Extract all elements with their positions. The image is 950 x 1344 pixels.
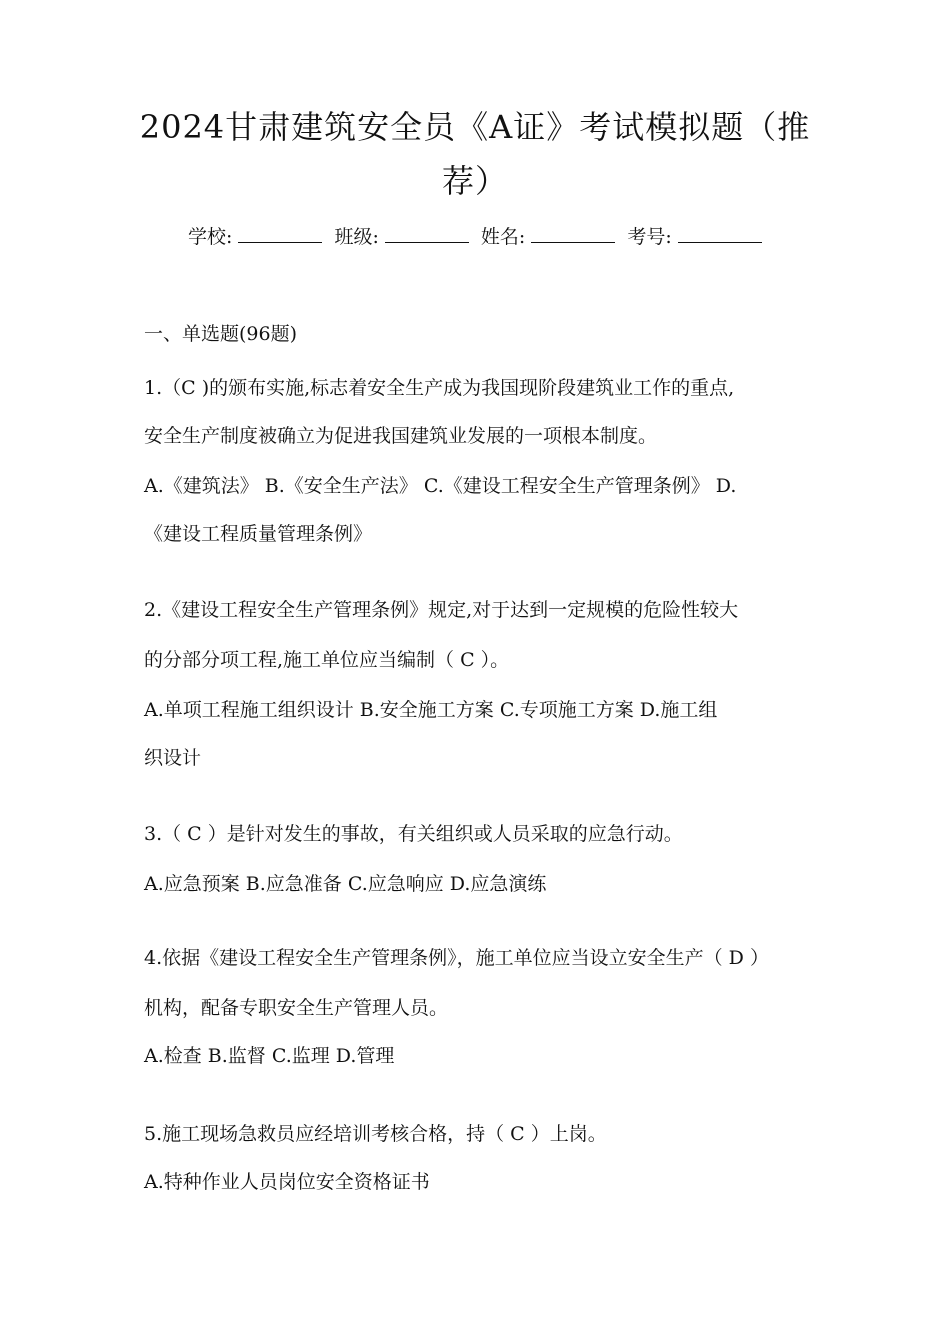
school-blank[interactable]: [238, 224, 322, 243]
question-3-options-line-1: A.应急预案 B.应急准备 C.应急响应 D.应急演练: [144, 873, 547, 895]
question-3-line-1: 3.（ C ）是针对发生的事故，有关组织或人员采取的应急行动。: [144, 823, 683, 845]
question-2-line-1: 2.《建设工程安全生产管理条例》规定,对于达到一定规模的危险性较大: [144, 599, 739, 621]
student-info-row: [188, 222, 768, 252]
question-1-line-2: 安全生产制度被确立为促进我国建筑业发展的一项根本制度。: [144, 425, 658, 447]
question-2-options-line-1: A.单项工程施工组织设计 B.安全施工方案 C.专项施工方案 D.施工组: [144, 699, 718, 721]
question-4-options-line-1: A.检查 B.监督 C.监理 D.管理: [144, 1045, 395, 1067]
question-1-options-line-1: A.《建筑法》 B.《安全生产法》 C.《建设工程安全生产管理条例》 D.: [144, 475, 737, 497]
question-5-line-1: 5.施工现场急救员应经培训考核合格，持（ C ）上岗。: [144, 1123, 607, 1145]
question-4-line-1: 4.依据《建设工程安全生产管理条例》，施工单位应当设立安全生产（ D ）: [144, 947, 769, 969]
school-label: 学校:: [188, 226, 233, 248]
question-2-line-2: 的分部分项工程,施工单位应当编制（ C ）。: [144, 649, 510, 671]
class-label: 班级:: [334, 226, 379, 248]
class-blank[interactable]: [385, 224, 469, 243]
title-line-2: 荐）: [441, 162, 508, 200]
name-blank[interactable]: [531, 224, 615, 243]
question-5-options-line-1: A.特种作业人员岗位安全资格证书: [144, 1171, 430, 1193]
exam-no-label: 考号:: [627, 226, 672, 248]
document-title: [130, 100, 820, 208]
question-1-options-line-2: 《建设工程质量管理条例》: [144, 523, 373, 545]
exam-no-blank[interactable]: [678, 224, 762, 243]
question-1-line-1: 1.（C )的颁布实施,标志着安全生产成为我国现阶段建筑业工作的重点,: [144, 377, 735, 399]
name-label: 姓名:: [480, 226, 526, 248]
question-2-options-line-2: 织设计: [144, 747, 202, 769]
question-4-line-2: 机构，配备专职安全生产管理人员。: [144, 997, 449, 1019]
section-heading: 一、单选题(96题): [144, 323, 298, 345]
title-line-1: 2024甘肃建筑安全员《A证》考试模拟题（推: [139, 108, 811, 146]
